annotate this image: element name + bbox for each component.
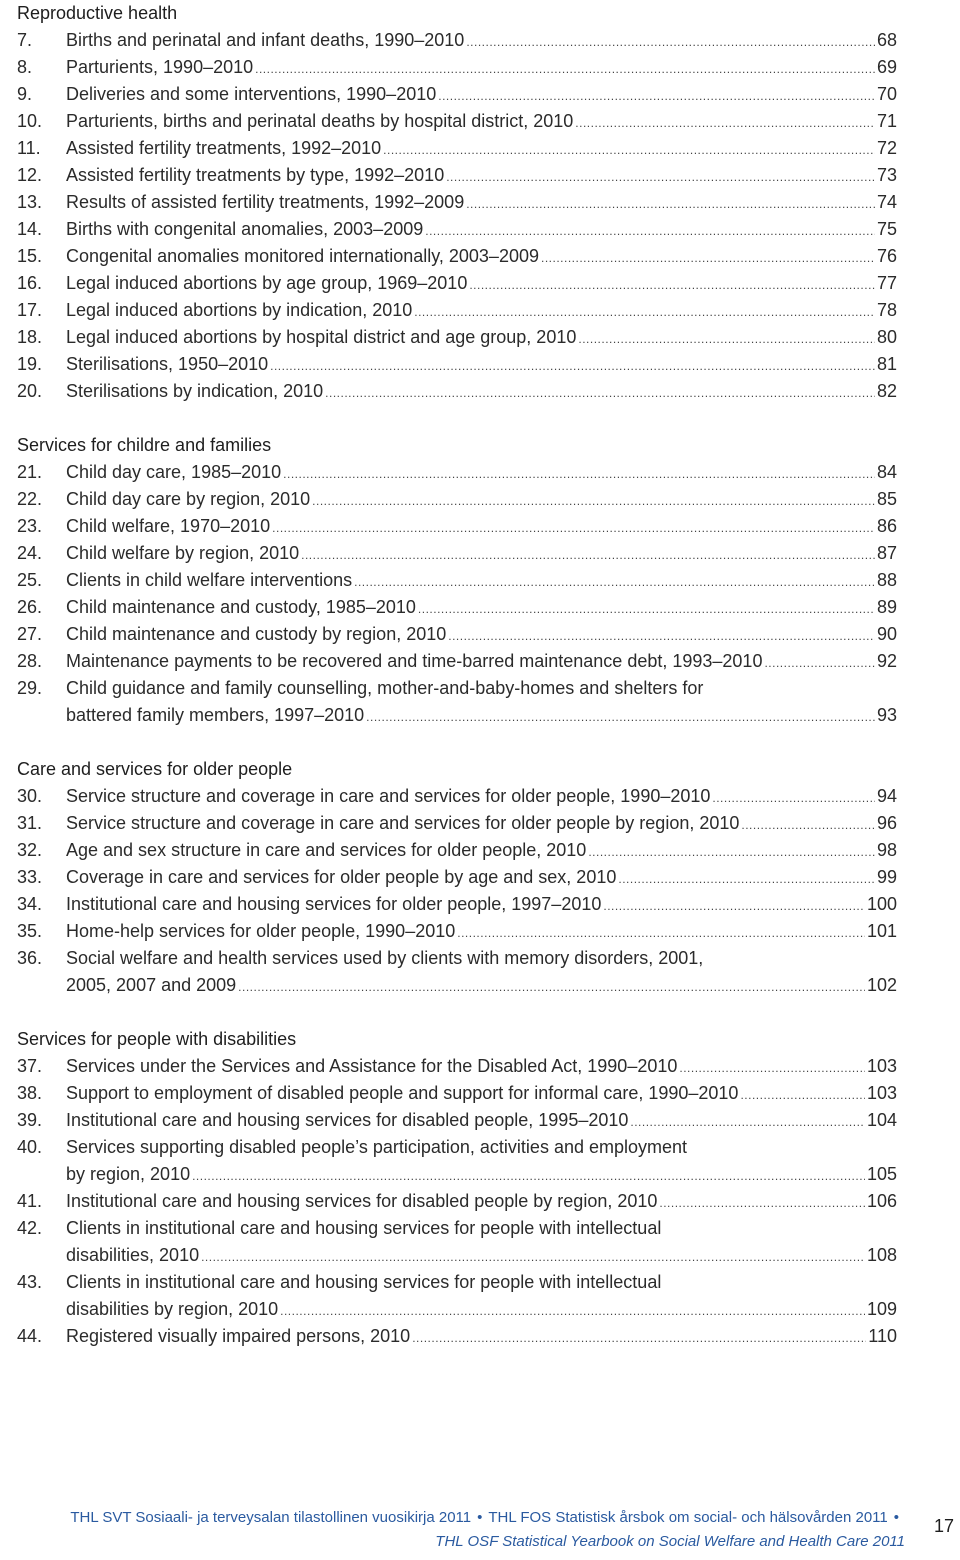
toc-entry[interactable] [17, 189, 897, 216]
toc-entry[interactable] [17, 216, 897, 243]
dot-leader [238, 974, 865, 1001]
entry-title: battered family members, 1997–2010 [66, 705, 365, 725]
entry-title: Legal induced abortions by hospital district and age group, 2010 [66, 327, 577, 347]
toc-entry[interactable] [17, 540, 897, 567]
toc-entry[interactable] [17, 513, 897, 540]
entry-number: 13. [17, 192, 43, 212]
dot-leader [325, 380, 875, 407]
toc-entry[interactable] [17, 324, 897, 351]
dot-leader [438, 83, 875, 110]
entry-title: Service structure and coverage in care and services for older people by region, 2010 [66, 813, 740, 833]
toc-entry[interactable] [17, 1215, 897, 1269]
entry-title: Maintenance payments to be recovered and time-barred maintenance debt, 1993–2010 [66, 651, 763, 671]
toc-entry[interactable] [17, 378, 897, 405]
toc-entry[interactable] [17, 351, 897, 378]
entry-number: 41. [17, 1191, 43, 1211]
entry-number: 42. [17, 1218, 43, 1238]
entry-title: disabilities, 2010 [66, 1245, 200, 1265]
entry-page-number: 89 [876, 597, 897, 617]
dot-leader [412, 1325, 866, 1352]
entry-page-number: 73 [876, 165, 897, 185]
toc-entry[interactable] [17, 621, 897, 648]
entry-title: Congenital anomalies monitored internationally, 2003–2009 [66, 246, 539, 266]
entry-title: Age and sex structure in care and services for older people, 2010 [66, 840, 587, 860]
page-footer [0, 1506, 905, 1554]
dot-leader [466, 191, 875, 218]
dot-leader [354, 569, 875, 596]
dot-leader [740, 1082, 865, 1109]
toc-entry[interactable] [17, 864, 897, 891]
entry-page-number: 71 [876, 111, 897, 131]
entry-title-line: Child guidance and family counselling, mother-and-baby-homes and shelters for [66, 678, 704, 698]
section-heading: Care and services for older people [17, 759, 293, 779]
entry-page-number: 109 [866, 1299, 897, 1319]
entry-number: 33. [17, 867, 43, 887]
entry-page-number: 103 [866, 1056, 897, 1076]
entry-title-line: Clients in institutional care and housing services for people with intellectual [66, 1218, 662, 1238]
entry-number: 10. [17, 111, 43, 131]
entry-number: 29. [17, 678, 43, 698]
dot-leader [301, 542, 875, 569]
entry-number: 39. [17, 1110, 43, 1130]
entry-title: Support to employment of disabled people and support for informal care, 1990–2010 [66, 1083, 739, 1103]
toc-entry[interactable] [17, 1269, 897, 1323]
entry-title: Parturients, births and perinatal deaths by hospital district, 2010 [66, 111, 574, 131]
entry-title: Parturients, 1990–2010 [66, 57, 254, 77]
toc-entry[interactable] [17, 810, 897, 837]
dot-leader [270, 353, 875, 380]
entry-title: Child day care, 1985–2010 [66, 462, 282, 482]
entry-title: Legal induced abortions by indication, 2010 [66, 300, 413, 320]
entry-number: 40. [17, 1137, 43, 1157]
entry-page-number: 80 [876, 327, 897, 347]
toc-entry[interactable] [17, 270, 897, 297]
entry-title: Child maintenance and custody by region, 2010 [66, 624, 447, 644]
toc-entry[interactable] [17, 1080, 897, 1107]
entry-page-number: 96 [876, 813, 897, 833]
toc-entry[interactable] [17, 891, 897, 918]
entry-title: 2005, 2007 and 2009 [66, 975, 237, 995]
entry-title: Coverage in care and services for older people by age and sex, 2010 [66, 867, 617, 887]
entry-number: 9. [17, 84, 33, 104]
entry-number: 12. [17, 165, 43, 185]
entry-page-number: 81 [876, 354, 897, 374]
entry-page-number: 85 [876, 489, 897, 509]
dot-leader [618, 866, 875, 893]
footer-en-title: THL OSF Statistical Yearbook on Social Welfare and Health Care 2011 [435, 1533, 905, 1550]
entry-page-number: 72 [876, 138, 897, 158]
footer-bullet-icon: • [893, 1509, 899, 1526]
entry-title: by region, 2010 [66, 1164, 191, 1184]
entry-page-number: 82 [876, 381, 897, 401]
section-heading: Reproductive health [17, 3, 178, 23]
toc-entry[interactable] [17, 1323, 897, 1350]
dot-leader [448, 623, 875, 650]
toc-section [17, 0, 897, 405]
dot-leader [630, 1109, 865, 1136]
entry-title: disabilities by region, 2010 [66, 1299, 279, 1319]
dot-leader [466, 29, 875, 56]
entry-number: 18. [17, 327, 43, 347]
entry-title-line: Clients in institutional care and housing services for people with intellectual [66, 1272, 662, 1292]
dot-leader [659, 1190, 865, 1217]
dot-leader [541, 245, 875, 272]
entry-number: 31. [17, 813, 43, 833]
entry-number: 27. [17, 624, 43, 644]
entry-title: Home-help services for older people, 1990–2010 [66, 921, 456, 941]
entry-page-number: 100 [866, 894, 897, 914]
footer-bullet-icon: • [477, 1509, 483, 1526]
dot-leader [418, 596, 875, 623]
entry-number: 44. [17, 1326, 43, 1346]
dot-leader [446, 164, 875, 191]
entry-page-number: 86 [876, 516, 897, 536]
dot-leader [192, 1163, 865, 1190]
entry-page-number: 69 [876, 57, 897, 77]
toc-entry[interactable] [17, 945, 897, 999]
entry-number: 17. [17, 300, 43, 320]
entry-page-number: 93 [876, 705, 897, 725]
footer-line-1 [0, 1506, 905, 1530]
entry-number: 8. [17, 57, 33, 77]
entry-title: Service structure and coverage in care and services for older people, 1990–2010 [66, 786, 711, 806]
dot-leader [201, 1244, 865, 1271]
footer-sv-title: THL FOS Statistisk årsbok om social- och hälsovården 2011 [488, 1509, 888, 1526]
dot-leader [457, 920, 865, 947]
entry-page-number: 106 [866, 1191, 897, 1211]
toc-entry[interactable] [17, 54, 897, 81]
dot-leader [312, 488, 875, 515]
entry-number: 20. [17, 381, 43, 401]
toc-entry[interactable] [17, 243, 897, 270]
entry-title: Births with congenital anomalies, 2003–2009 [66, 219, 424, 239]
entry-number: 43. [17, 1272, 43, 1292]
entry-title: Institutional care and housing services for older people, 1997–2010 [66, 894, 602, 914]
toc-entry[interactable] [17, 675, 897, 729]
dot-leader [712, 785, 875, 812]
toc-section [17, 432, 897, 729]
entry-title: Child welfare, 1970–2010 [66, 516, 271, 536]
entry-title: Services under the Services and Assistance for the Disabled Act, 1990–2010 [66, 1056, 678, 1076]
entry-number: 35. [17, 921, 43, 941]
entry-title: Institutional care and housing services for disabled people, 1995–2010 [66, 1110, 629, 1130]
dot-leader [575, 110, 875, 137]
entry-page-number: 103 [866, 1083, 897, 1103]
entry-title: Assisted fertility treatments by type, 1992–2010 [66, 165, 445, 185]
entry-number: 19. [17, 354, 43, 374]
dot-leader [366, 704, 875, 731]
entry-title-line: Services supporting disabled people’s participation, activities and employment [66, 1137, 688, 1157]
entry-title-line: Social welfare and health services used by clients with memory disorders, 2001, [66, 948, 704, 968]
toc-entry[interactable] [17, 1134, 897, 1188]
entry-title: Child day care by region, 2010 [66, 489, 311, 509]
toc-entry[interactable] [17, 594, 897, 621]
section-heading: Services for people with disabilities [17, 1029, 297, 1049]
entry-title: Sterilisations by indication, 2010 [66, 381, 324, 401]
toc-entry[interactable] [17, 459, 897, 486]
entry-page-number: 98 [876, 840, 897, 860]
toc-entry[interactable] [17, 837, 897, 864]
entry-title: Child maintenance and custody, 1985–2010 [66, 597, 416, 617]
toc-section [17, 1026, 897, 1350]
dot-leader [588, 839, 875, 866]
entry-number: 21. [17, 462, 43, 482]
entry-number: 11. [17, 138, 41, 158]
toc-entry[interactable] [17, 567, 897, 594]
entry-page-number: 74 [876, 192, 897, 212]
entry-page-number: 84 [876, 462, 897, 482]
dot-leader [255, 56, 875, 83]
entry-title: Sterilisations, 1950–2010 [66, 354, 269, 374]
toc-entry[interactable] [17, 486, 897, 513]
entry-page-number: 94 [876, 786, 897, 806]
entry-title: Institutional care and housing services for disabled people by region, 2010 [66, 1191, 658, 1211]
toc-entry[interactable] [17, 81, 897, 108]
entry-number: 16. [17, 273, 43, 293]
dot-leader [679, 1055, 865, 1082]
entry-page-number: 108 [866, 1245, 897, 1265]
toc-entry[interactable] [17, 1188, 897, 1215]
entry-title: Births and perinatal and infant deaths, 1990–2010 [66, 30, 465, 50]
dot-leader [383, 137, 875, 164]
toc-entry[interactable] [17, 135, 897, 162]
entry-page-number: 88 [876, 570, 897, 590]
dot-leader [280, 1298, 865, 1325]
dot-leader [414, 299, 875, 326]
entry-page-number: 77 [876, 273, 897, 293]
entry-number: 15. [17, 246, 43, 266]
entry-page-number: 110 [868, 1326, 897, 1346]
entry-number: 25. [17, 570, 43, 590]
entry-page-number: 78 [876, 300, 897, 320]
toc-entry[interactable] [17, 108, 897, 135]
toc-entry[interactable] [17, 783, 897, 810]
entry-page-number: 75 [876, 219, 897, 239]
toc-entry[interactable] [17, 162, 897, 189]
dot-leader [469, 272, 875, 299]
dot-leader [603, 893, 865, 920]
table-of-contents [17, 0, 897, 1350]
dot-leader [764, 650, 875, 677]
toc-entry[interactable] [17, 1053, 897, 1080]
entry-page-number: 105 [866, 1164, 897, 1184]
entry-page-number: 76 [876, 246, 897, 266]
entry-page-number: 101 [866, 921, 897, 941]
page-number: 17 [933, 1516, 955, 1536]
toc-entry[interactable] [17, 648, 897, 675]
entry-number: 26. [17, 597, 43, 617]
entry-number: 37. [17, 1056, 43, 1076]
entry-number: 22. [17, 489, 43, 509]
entry-title: Clients in child welfare interventions [66, 570, 353, 590]
entry-number: 34. [17, 894, 43, 914]
footer-fi-title: THL SVT Sosiaali- ja terveysalan tilastollinen vuosikirja 2011 [70, 1509, 472, 1526]
dot-leader [741, 812, 875, 839]
toc-entry[interactable] [17, 27, 897, 54]
entry-page-number: 104 [866, 1110, 897, 1130]
section-heading: Services for childre and families [17, 435, 272, 455]
dot-leader [272, 515, 875, 542]
entry-title: Assisted fertility treatments, 1992–2010 [66, 138, 382, 158]
toc-entry[interactable] [17, 297, 897, 324]
toc-section [17, 756, 897, 999]
entry-page-number: 70 [876, 84, 897, 104]
toc-entry[interactable] [17, 918, 897, 945]
entry-page-number: 92 [876, 651, 897, 671]
entry-title: Child welfare by region, 2010 [66, 543, 300, 563]
entry-title: Deliveries and some interventions, 1990–2010 [66, 84, 437, 104]
entry-title: Registered visually impaired persons, 2010 [66, 1326, 411, 1346]
dot-leader [425, 218, 875, 245]
entry-page-number: 102 [866, 975, 897, 995]
entry-number: 23. [17, 516, 43, 536]
entry-number: 24. [17, 543, 43, 563]
entry-number: 32. [17, 840, 43, 860]
entry-number: 36. [17, 948, 43, 968]
entry-title: Legal induced abortions by age group, 1969–2010 [66, 273, 468, 293]
dot-leader [578, 326, 875, 353]
entry-page-number: 90 [876, 624, 897, 644]
entry-number: 14. [17, 219, 43, 239]
toc-entry[interactable] [17, 1107, 897, 1134]
entry-number: 7. [17, 30, 33, 50]
entry-number: 38. [17, 1083, 43, 1103]
entry-number: 30. [17, 786, 43, 806]
entry-title: Results of assisted fertility treatments, 1992–2009 [66, 192, 465, 212]
entry-page-number: 68 [876, 30, 897, 50]
dot-leader [283, 461, 875, 488]
entry-page-number: 87 [876, 543, 897, 563]
entry-number: 28. [17, 651, 43, 671]
entry-page-number: 99 [876, 867, 897, 887]
